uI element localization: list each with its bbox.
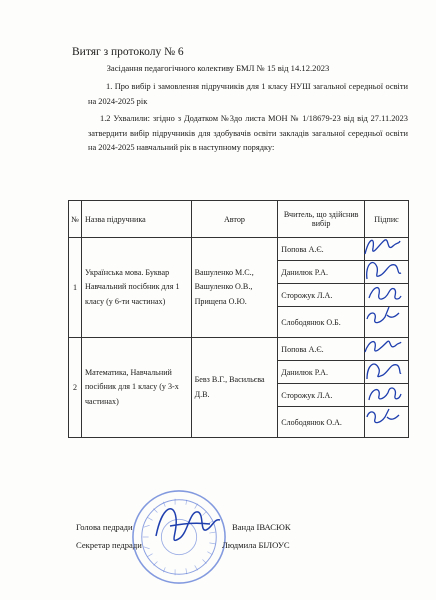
chair-signature-icon bbox=[150, 496, 224, 556]
row-teacher: Данилюк Р.А. bbox=[278, 361, 365, 384]
row-teacher: Попова А.Є. bbox=[278, 338, 365, 361]
header-teacher: Вчитель, що здійснив вибір bbox=[278, 201, 365, 238]
row-num: 2 bbox=[69, 338, 82, 438]
signature-icon bbox=[359, 301, 403, 331]
header-name: Назва підручника bbox=[81, 201, 191, 238]
signature-icon bbox=[359, 401, 403, 431]
row-teacher: Попова А.Є. bbox=[278, 238, 365, 261]
header-author: Автор bbox=[191, 201, 278, 238]
signature-cell bbox=[365, 407, 409, 438]
document-title: Витяг з протоколу № 6 bbox=[72, 46, 184, 58]
row-teacher: Сторожук Л.А. bbox=[278, 284, 365, 307]
row-teacher: Слободянюк О.А. bbox=[278, 407, 365, 438]
row-textbook-name: Математика, Навчальний посібник для 1 класу (у 3-х частинах) bbox=[81, 338, 191, 438]
row-teacher: Данилюк Р.А. bbox=[278, 261, 365, 284]
row-author: Вашуленко М.С., Вашуленко О.В., Прищепа О.Ю. bbox=[191, 238, 278, 338]
textbook-table bbox=[68, 200, 409, 438]
chair-role: Голова педради bbox=[76, 522, 133, 532]
table-row bbox=[69, 338, 409, 361]
header-sign: Підпис bbox=[365, 201, 409, 238]
table-row bbox=[69, 238, 409, 261]
paragraph-agenda: 1. Про вибір і замовлення підручників для 1 класу НУШ загальної середньої освіти на 2024-2025 рік bbox=[88, 82, 408, 106]
secretary-name: Людмила БІЛОУС bbox=[222, 540, 290, 550]
table-header-row bbox=[69, 201, 409, 238]
document-subtitle: Засідання педагогічного колективу БМЛ № 15 від 14.12.2023 bbox=[106, 63, 330, 73]
row-author: Бевз В.Г., Васильєва Д.В. bbox=[191, 338, 278, 438]
row-textbook-name: Українська мова. Буквар Навчальний посібник для 1 класу (у 6-ти частинах) bbox=[81, 238, 191, 338]
row-teacher: Сторожук Л.А. bbox=[278, 384, 365, 407]
secretary-role: Секретар педради bbox=[76, 540, 142, 550]
row-num: 1 bbox=[69, 238, 82, 338]
row-teacher: Слободянюк О.Б. bbox=[278, 307, 365, 338]
header-num: № bbox=[69, 201, 82, 238]
chair-name: Ванда ІВАСЮК bbox=[232, 522, 291, 532]
paragraph-resolution: 1.2 Ухвалили: згідно з Додатком №3до листа МОН № 1/18679-23 від від 27.11.2023 затвердити вибір підручників для здобувачів освіти закладів загальної середньої освіти на 2024-2025 навчальний рік в наступному порядку: bbox=[88, 114, 408, 152]
